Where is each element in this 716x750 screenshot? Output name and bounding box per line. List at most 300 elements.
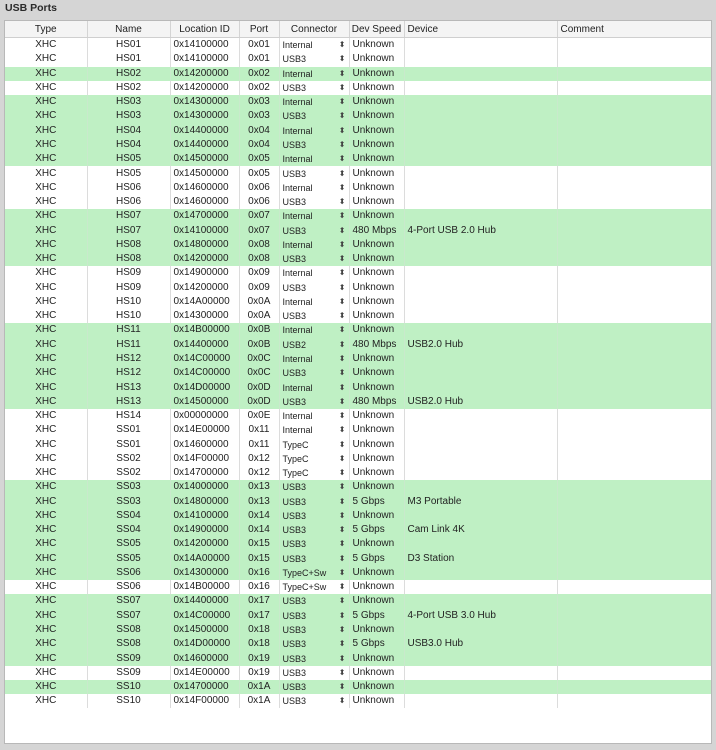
- table-row[interactable]: [5, 509, 711, 523]
- cell-location-id: 0x00000000: [170, 409, 239, 423]
- cell-device: [404, 580, 557, 594]
- cell-name: HS01: [87, 52, 170, 66]
- cell-comment[interactable]: [557, 152, 711, 166]
- cell-comment[interactable]: [557, 680, 711, 694]
- up-down-chevron-icon[interactable]: ⬍: [338, 139, 346, 149]
- up-down-chevron-icon[interactable]: ⬍: [338, 268, 346, 278]
- connector-select[interactable]: [279, 252, 349, 266]
- connector-select[interactable]: [279, 166, 349, 180]
- connector-select[interactable]: [279, 281, 349, 295]
- table-row[interactable]: [5, 437, 711, 451]
- connector-select[interactable]: [279, 309, 349, 323]
- cell-comment[interactable]: [557, 423, 711, 437]
- cell-port: 0x15: [239, 552, 279, 566]
- connector-select[interactable]: [279, 495, 349, 509]
- connector-select[interactable]: [279, 181, 349, 195]
- table-row[interactable]: [5, 295, 711, 309]
- connector-select[interactable]: [279, 366, 349, 380]
- cell-name: HS06: [87, 181, 170, 195]
- up-down-chevron-icon[interactable]: ⬍: [338, 368, 346, 378]
- table-row[interactable]: [5, 323, 711, 337]
- cell-comment[interactable]: [557, 109, 711, 123]
- cell-port: 0x12: [239, 466, 279, 480]
- cell-type: XHC: [5, 338, 87, 352]
- cell-location-id: 0x14D00000: [170, 380, 239, 394]
- up-down-chevron-icon[interactable]: ⬍: [338, 482, 346, 492]
- table-row[interactable]: [5, 423, 711, 437]
- up-down-chevron-icon[interactable]: ⬍: [338, 154, 346, 164]
- cell-name: SS10: [87, 680, 170, 694]
- up-down-chevron-icon[interactable]: ⬍: [338, 396, 346, 406]
- cell-name: HS13: [87, 395, 170, 409]
- cell-device: [404, 466, 557, 480]
- cell-comment[interactable]: [557, 67, 711, 81]
- cell-comment[interactable]: [557, 523, 711, 537]
- connector-value: USB3: [282, 254, 307, 265]
- connector-select[interactable]: [279, 694, 349, 708]
- up-down-chevron-icon[interactable]: ⬍: [338, 567, 346, 577]
- table-row[interactable]: [5, 523, 711, 537]
- cell-dev-speed: Unknown: [349, 38, 404, 53]
- cell-port: 0x0B: [239, 323, 279, 337]
- cell-type: XHC: [5, 195, 87, 209]
- connector-value: USB3: [282, 396, 307, 407]
- column-header-port[interactable]: Port: [239, 21, 279, 38]
- table-row[interactable]: [5, 380, 711, 394]
- up-down-chevron-icon[interactable]: ⬍: [338, 382, 346, 392]
- up-down-chevron-icon[interactable]: ⬍: [338, 168, 346, 178]
- cell-port: 0x1A: [239, 694, 279, 708]
- cell-location-id: 0x14300000: [170, 566, 239, 580]
- cell-comment[interactable]: [557, 81, 711, 95]
- table-row[interactable]: [5, 694, 711, 708]
- cell-comment[interactable]: [557, 666, 711, 680]
- cell-comment[interactable]: [557, 580, 711, 594]
- up-down-chevron-icon[interactable]: ⬍: [338, 125, 346, 135]
- cell-dev-speed: Unknown: [349, 566, 404, 580]
- cell-comment[interactable]: [557, 352, 711, 366]
- cell-type: XHC: [5, 281, 87, 295]
- up-down-chevron-icon[interactable]: ⬍: [338, 468, 346, 478]
- cell-port: 0x14: [239, 523, 279, 537]
- cell-device: [404, 166, 557, 180]
- cell-location-id: 0x14400000: [170, 594, 239, 608]
- table-row[interactable]: [5, 152, 711, 166]
- connector-select[interactable]: [279, 81, 349, 95]
- up-down-chevron-icon[interactable]: ⬍: [338, 496, 346, 506]
- table-row[interactable]: [5, 138, 711, 152]
- connector-select[interactable]: [279, 152, 349, 166]
- cell-location-id: 0x14C00000: [170, 366, 239, 380]
- cell-name: SS01: [87, 423, 170, 437]
- connector-select[interactable]: [279, 480, 349, 494]
- cell-name: SS03: [87, 480, 170, 494]
- cell-comment[interactable]: [557, 380, 711, 394]
- up-down-chevron-icon[interactable]: ⬍: [338, 682, 346, 692]
- cell-name: HS11: [87, 338, 170, 352]
- cell-comment[interactable]: [557, 651, 711, 665]
- up-down-chevron-icon[interactable]: ⬍: [338, 182, 346, 192]
- cell-location-id: 0x14F00000: [170, 694, 239, 708]
- cell-device: USB2.0 Hub: [404, 395, 557, 409]
- connector-select[interactable]: [279, 238, 349, 252]
- connector-value: USB3: [282, 197, 307, 208]
- connector-select[interactable]: [279, 466, 349, 480]
- column-header-device[interactable]: Device: [404, 21, 557, 38]
- up-down-chevron-icon[interactable]: ⬍: [338, 625, 346, 635]
- cell-device: [404, 138, 557, 152]
- up-down-chevron-icon[interactable]: ⬍: [338, 439, 346, 449]
- cell-comment[interactable]: [557, 281, 711, 295]
- table-row[interactable]: [5, 209, 711, 223]
- up-down-chevron-icon[interactable]: ⬍: [338, 254, 346, 264]
- cell-device: [404, 252, 557, 266]
- connector-select[interactable]: [279, 209, 349, 223]
- cell-name: HS08: [87, 252, 170, 266]
- connector-select[interactable]: [279, 609, 349, 623]
- table-row[interactable]: [5, 637, 711, 651]
- cell-comment[interactable]: [557, 566, 711, 580]
- table-row[interactable]: [5, 366, 711, 380]
- table-row[interactable]: [5, 81, 711, 95]
- up-down-chevron-icon[interactable]: ⬍: [338, 696, 346, 706]
- connector-value: USB3: [282, 510, 307, 521]
- cell-location-id: 0x14400000: [170, 138, 239, 152]
- cell-comment[interactable]: [557, 309, 711, 323]
- connector-value: USB3: [282, 111, 307, 122]
- cell-type: XHC: [5, 181, 87, 195]
- cell-name: HS14: [87, 409, 170, 423]
- cell-comment[interactable]: [557, 295, 711, 309]
- up-down-chevron-icon[interactable]: ⬍: [338, 639, 346, 649]
- cell-type: XHC: [5, 67, 87, 81]
- cell-type: XHC: [5, 694, 87, 708]
- table-row[interactable]: [5, 124, 711, 138]
- connector-select[interactable]: [279, 67, 349, 81]
- connector-value: USB3: [282, 368, 307, 379]
- table-row[interactable]: [5, 666, 711, 680]
- up-down-chevron-icon[interactable]: ⬍: [338, 596, 346, 606]
- connector-select[interactable]: [279, 52, 349, 66]
- cell-comment[interactable]: [557, 138, 711, 152]
- cell-dev-speed: 480 Mbps: [349, 338, 404, 352]
- cell-type: XHC: [5, 152, 87, 166]
- cell-dev-speed: Unknown: [349, 67, 404, 81]
- cell-device: [404, 352, 557, 366]
- cell-port: 0x05: [239, 166, 279, 180]
- table-row[interactable]: [5, 466, 711, 480]
- cell-type: XHC: [5, 409, 87, 423]
- table-row[interactable]: [5, 480, 711, 494]
- table-row[interactable]: [5, 594, 711, 608]
- table-row[interactable]: [5, 109, 711, 123]
- up-down-chevron-icon[interactable]: ⬍: [338, 325, 346, 335]
- table-row[interactable]: [5, 452, 711, 466]
- connector-select[interactable]: [279, 95, 349, 109]
- cell-comment[interactable]: [557, 181, 711, 195]
- connector-select[interactable]: [279, 552, 349, 566]
- cell-type: XHC: [5, 295, 87, 309]
- up-down-chevron-icon[interactable]: ⬍: [338, 40, 346, 50]
- table-row[interactable]: [5, 181, 711, 195]
- table-row[interactable]: [5, 266, 711, 280]
- column-header-type[interactable]: Type: [5, 21, 87, 38]
- cell-comment[interactable]: [557, 124, 711, 138]
- cell-port: 0x14: [239, 509, 279, 523]
- cell-location-id: 0x14200000: [170, 81, 239, 95]
- cell-comment[interactable]: [557, 252, 711, 266]
- up-down-chevron-icon[interactable]: ⬍: [338, 411, 346, 421]
- connector-select[interactable]: [279, 338, 349, 352]
- cell-location-id: 0x14200000: [170, 252, 239, 266]
- cell-dev-speed: 5 Gbps: [349, 637, 404, 651]
- up-down-chevron-icon[interactable]: ⬍: [338, 510, 346, 520]
- cell-comment[interactable]: [557, 95, 711, 109]
- connector-value: USB3: [282, 625, 307, 636]
- connector-select[interactable]: [279, 423, 349, 437]
- cell-comment[interactable]: [557, 437, 711, 451]
- cell-comment[interactable]: [557, 495, 711, 509]
- cell-type: XHC: [5, 466, 87, 480]
- table-row[interactable]: [5, 623, 711, 637]
- cell-port: 0x15: [239, 537, 279, 551]
- connector-select[interactable]: [279, 323, 349, 337]
- up-down-chevron-icon[interactable]: ⬍: [338, 653, 346, 663]
- connector-value: Internal: [282, 268, 313, 279]
- cell-dev-speed: Unknown: [349, 466, 404, 480]
- cell-comment[interactable]: [557, 38, 711, 53]
- column-header-dev-speed[interactable]: Dev Speed: [349, 21, 404, 38]
- cell-port: 0x0A: [239, 309, 279, 323]
- up-down-chevron-icon[interactable]: ⬍: [338, 425, 346, 435]
- table-row[interactable]: [5, 395, 711, 409]
- connector-select[interactable]: [279, 138, 349, 152]
- table-row[interactable]: [5, 95, 711, 109]
- connector-value: USB3: [282, 525, 307, 536]
- cell-comment[interactable]: [557, 223, 711, 237]
- cell-device: [404, 95, 557, 109]
- up-down-chevron-icon[interactable]: ⬍: [338, 282, 346, 292]
- cell-dev-speed: Unknown: [349, 452, 404, 466]
- up-down-chevron-icon[interactable]: ⬍: [338, 111, 346, 121]
- cell-dev-speed: Unknown: [349, 509, 404, 523]
- connector-select[interactable]: [279, 623, 349, 637]
- table-row[interactable]: [5, 252, 711, 266]
- connector-select[interactable]: [279, 295, 349, 309]
- up-down-chevron-icon[interactable]: ⬍: [338, 353, 346, 363]
- table-row[interactable]: [5, 580, 711, 594]
- cell-type: XHC: [5, 666, 87, 680]
- connector-value: TypeC+Sw: [282, 582, 327, 593]
- up-down-chevron-icon[interactable]: ⬍: [338, 610, 346, 620]
- cell-comment[interactable]: [557, 637, 711, 651]
- cell-port: 0x11: [239, 423, 279, 437]
- cell-port: 0x17: [239, 594, 279, 608]
- cell-comment[interactable]: [557, 52, 711, 66]
- cell-type: XHC: [5, 552, 87, 566]
- table-row[interactable]: [5, 495, 711, 509]
- connector-value: Internal: [282, 239, 313, 250]
- up-down-chevron-icon[interactable]: ⬍: [338, 239, 346, 249]
- up-down-chevron-icon[interactable]: ⬍: [338, 453, 346, 463]
- table-row[interactable]: [5, 680, 711, 694]
- column-header-comment[interactable]: Comment: [557, 21, 711, 38]
- cell-comment[interactable]: [557, 480, 711, 494]
- table-row[interactable]: [5, 67, 711, 81]
- cell-comment[interactable]: [557, 395, 711, 409]
- connector-select[interactable]: [279, 594, 349, 608]
- cell-dev-speed: Unknown: [349, 152, 404, 166]
- cell-device: [404, 380, 557, 394]
- cell-comment[interactable]: [557, 594, 711, 608]
- connector-select[interactable]: [279, 124, 349, 138]
- column-header-name[interactable]: Name: [87, 21, 170, 38]
- cell-dev-speed: Unknown: [349, 181, 404, 195]
- connector-select[interactable]: [279, 680, 349, 694]
- connector-select[interactable]: [279, 195, 349, 209]
- table-row[interactable]: [5, 238, 711, 252]
- cell-comment[interactable]: [557, 609, 711, 623]
- cell-type: XHC: [5, 395, 87, 409]
- table-row[interactable]: [5, 409, 711, 423]
- cell-comment[interactable]: [557, 323, 711, 337]
- table-row[interactable]: [5, 38, 711, 53]
- table-row[interactable]: [5, 223, 711, 237]
- connector-select[interactable]: [279, 537, 349, 551]
- up-down-chevron-icon[interactable]: ⬍: [338, 525, 346, 535]
- cell-dev-speed: Unknown: [349, 138, 404, 152]
- table-row[interactable]: [5, 195, 711, 209]
- cell-comment[interactable]: [557, 466, 711, 480]
- table-row[interactable]: [5, 309, 711, 323]
- up-down-chevron-icon[interactable]: ⬍: [338, 539, 346, 549]
- cell-comment[interactable]: [557, 409, 711, 423]
- up-down-chevron-icon[interactable]: ⬍: [338, 54, 346, 64]
- up-down-chevron-icon[interactable]: ⬍: [338, 82, 346, 92]
- cell-port: 0x01: [239, 38, 279, 53]
- cell-name: HS07: [87, 209, 170, 223]
- cell-device: [404, 594, 557, 608]
- cell-location-id: 0x14300000: [170, 109, 239, 123]
- cell-device: [404, 366, 557, 380]
- column-header-location-id[interactable]: Location ID: [170, 21, 239, 38]
- cell-device: [404, 52, 557, 66]
- table-row[interactable]: [5, 52, 711, 66]
- cell-comment[interactable]: [557, 338, 711, 352]
- connector-select[interactable]: [279, 437, 349, 451]
- cell-device: [404, 680, 557, 694]
- table-row[interactable]: [5, 338, 711, 352]
- cell-comment[interactable]: [557, 238, 711, 252]
- cell-port: 0x0B: [239, 338, 279, 352]
- cell-comment[interactable]: [557, 166, 711, 180]
- connector-select[interactable]: [279, 109, 349, 123]
- connector-select[interactable]: [279, 38, 349, 53]
- up-down-chevron-icon[interactable]: ⬍: [338, 68, 346, 78]
- table-row[interactable]: [5, 166, 711, 180]
- cell-comment[interactable]: [557, 452, 711, 466]
- cell-port: 0x09: [239, 281, 279, 295]
- table-row[interactable]: [5, 566, 711, 580]
- column-header-connector[interactable]: Connector: [279, 21, 349, 38]
- cell-comment[interactable]: [557, 266, 711, 280]
- cell-comment[interactable]: [557, 552, 711, 566]
- cell-comment[interactable]: [557, 694, 711, 708]
- connector-select[interactable]: [279, 580, 349, 594]
- up-down-chevron-icon[interactable]: ⬍: [338, 667, 346, 677]
- up-down-chevron-icon[interactable]: ⬍: [338, 97, 346, 107]
- up-down-chevron-icon[interactable]: ⬍: [338, 582, 346, 592]
- cell-comment[interactable]: [557, 195, 711, 209]
- connector-select[interactable]: [279, 352, 349, 366]
- connector-select[interactable]: [279, 266, 349, 280]
- connector-select[interactable]: [279, 380, 349, 394]
- connector-select[interactable]: [279, 566, 349, 580]
- cell-comment[interactable]: [557, 623, 711, 637]
- connector-select[interactable]: [279, 409, 349, 423]
- cell-location-id: 0x14F00000: [170, 452, 239, 466]
- connector-select[interactable]: [279, 637, 349, 651]
- table-row[interactable]: [5, 651, 711, 665]
- cell-type: XHC: [5, 95, 87, 109]
- cell-name: SS02: [87, 452, 170, 466]
- table-row[interactable]: [5, 281, 711, 295]
- cell-name: SS09: [87, 666, 170, 680]
- up-down-chevron-icon[interactable]: ⬍: [338, 225, 346, 235]
- connector-select[interactable]: [279, 651, 349, 665]
- up-down-chevron-icon[interactable]: ⬍: [338, 553, 346, 563]
- connector-value: TypeC+Sw: [282, 567, 327, 578]
- cell-type: XHC: [5, 266, 87, 280]
- usb-ports-table: [4, 20, 712, 744]
- table-row[interactable]: [5, 537, 711, 551]
- cell-port: 0x1A: [239, 680, 279, 694]
- connector-select[interactable]: [279, 666, 349, 680]
- up-down-chevron-icon[interactable]: ⬍: [338, 296, 346, 306]
- table-row[interactable]: [5, 352, 711, 366]
- connector-select[interactable]: [279, 452, 349, 466]
- cell-location-id: 0x14D00000: [170, 637, 239, 651]
- up-down-chevron-icon[interactable]: ⬍: [338, 311, 346, 321]
- table-header-row: [5, 21, 711, 38]
- up-down-chevron-icon[interactable]: ⬍: [338, 211, 346, 221]
- cell-comment[interactable]: [557, 209, 711, 223]
- cell-dev-speed: Unknown: [349, 694, 404, 708]
- connector-select[interactable]: [279, 223, 349, 237]
- cell-port: 0x01: [239, 52, 279, 66]
- table-row[interactable]: [5, 552, 711, 566]
- cell-comment[interactable]: [557, 366, 711, 380]
- cell-type: XHC: [5, 138, 87, 152]
- up-down-chevron-icon[interactable]: ⬍: [338, 339, 346, 349]
- cell-name: HS09: [87, 281, 170, 295]
- cell-name: HS10: [87, 295, 170, 309]
- connector-value: USB3: [282, 610, 307, 621]
- table-row[interactable]: [5, 609, 711, 623]
- cell-name: HS11: [87, 323, 170, 337]
- cell-location-id: 0x14400000: [170, 338, 239, 352]
- cell-comment[interactable]: [557, 509, 711, 523]
- connector-select[interactable]: [279, 523, 349, 537]
- cell-location-id: 0x14700000: [170, 209, 239, 223]
- cell-device: [404, 67, 557, 81]
- connector-select[interactable]: [279, 509, 349, 523]
- connector-value: Internal: [282, 325, 313, 336]
- up-down-chevron-icon[interactable]: ⬍: [338, 197, 346, 207]
- connector-value: USB3: [282, 682, 307, 693]
- connector-select[interactable]: [279, 395, 349, 409]
- cell-comment[interactable]: [557, 537, 711, 551]
